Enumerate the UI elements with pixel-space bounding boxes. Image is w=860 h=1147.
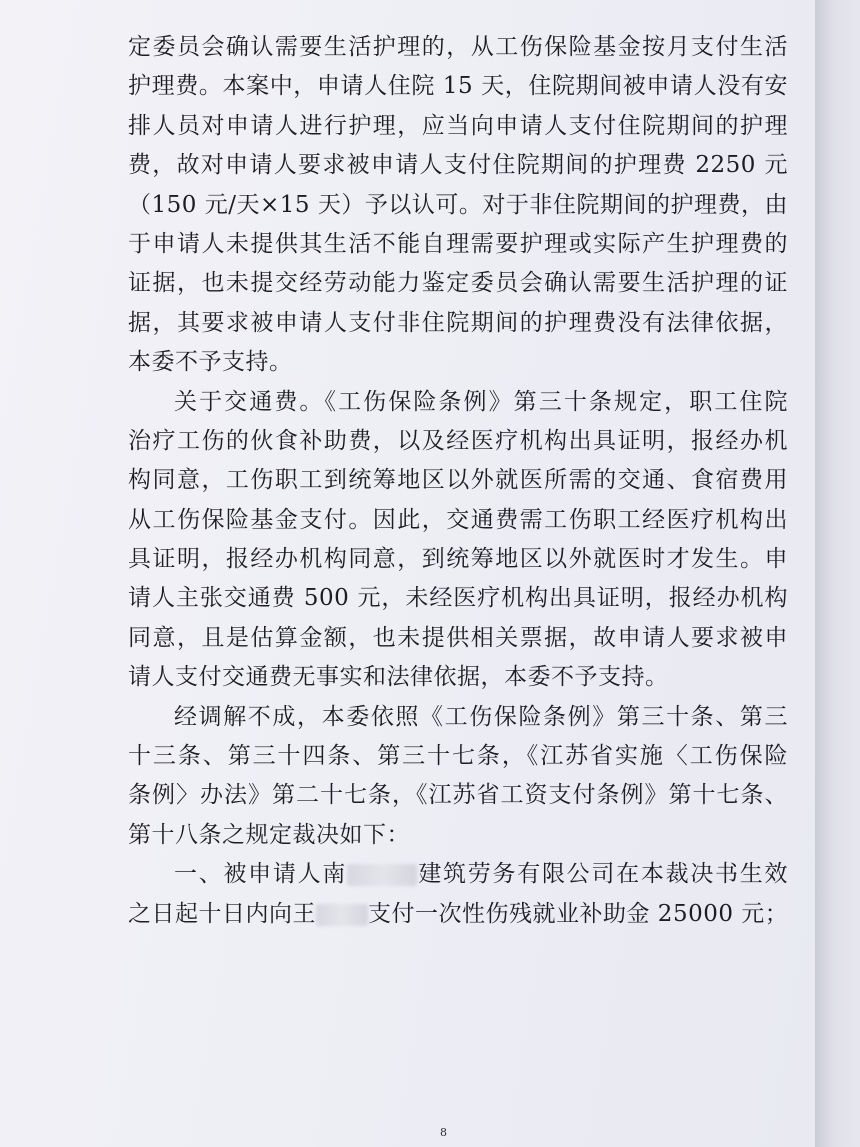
text-line: 请人支付交通费无事实和法律依据，本委不予支持。 [128, 664, 669, 691]
ruling-text-after: 建筑劳务有限公司在本裁决书生效 [417, 861, 788, 888]
page-edge-shadow [815, 0, 860, 1147]
text-line: 费，故对申请人要求被申请人支付住院期间的护理费 2250 元 [128, 152, 788, 179]
text-line: 十三条、第三十四条、第三十七条，《江苏省实施〈工伤保险 [128, 743, 788, 770]
text-line: 关于交通费。《工伤保险条例》第三十条规定，职工住院 [174, 388, 788, 415]
text-line: 治疗工伤的伙食补助费，以及经医疗机构出具证明，报经办机 [128, 427, 788, 454]
document-body [128, 28, 788, 934]
text-line: （150 元/天×15 天）予以认可。对于非住院期间的护理费，由 [128, 191, 788, 218]
text-line: 本委不予支持。 [128, 349, 293, 376]
text-line: 护理费。本案中，申请人住院 15 天，住院期间被申请人没有安 [128, 73, 788, 100]
text-line: 经调解不成，本委依照《工伤保险条例》第三十条、第三 [174, 703, 788, 730]
text-line: 排人员对申请人进行护理，应当向申请人支付住院期间的护理 [128, 112, 788, 139]
text-line: 具证明，报经办机构同意，到统筹地区以外就医时才发生。申 [128, 546, 788, 573]
text-line: 同意，且是估算金额，也未提供相关票据，故申请人要求被申 [128, 624, 788, 651]
text-line: 从工伤保险基金支付。因此，交通费需工伤职工经医疗机构出 [128, 506, 788, 533]
text-line: 据，其要求被申请人支付非住院期间的护理费没有法律依据， [128, 309, 788, 336]
text-line: 证据，也未提交经劳动能力鉴定委员会确认需要生活护理的证 [128, 270, 788, 297]
ruling-line [128, 895, 788, 934]
text-line: 定委员会确认需要生活护理的，从工伤保险基金按月支付生活 [128, 34, 788, 60]
page-number: 8 [440, 1126, 447, 1139]
ruling-text-after: 支付一次性伤残就业补助金 25000 元； [368, 900, 788, 927]
redacted-name [316, 904, 368, 926]
text-line: 第十八条之规定裁决如下： [128, 821, 410, 848]
ruling-text-before: 一、被申请人南 [174, 861, 348, 888]
text-line: 于申请人未提供其生活不能自理需要护理或实际产生护理费的 [128, 230, 788, 257]
text-line: 构同意，工伤职工到统筹地区以外就医所需的交通、食宿费用 [128, 467, 788, 494]
text-line: 条例〉办法》第二十七条，《江苏省工资支付条例》第十七条、 [128, 782, 788, 809]
redacted-name [347, 864, 417, 886]
text-line: 请人主张交通费 500 元，未经医疗机构出具证明，报经办机构 [128, 585, 788, 612]
ruling-text-before: 之日起十日内向王 [128, 900, 316, 927]
ruling-line [128, 855, 788, 894]
